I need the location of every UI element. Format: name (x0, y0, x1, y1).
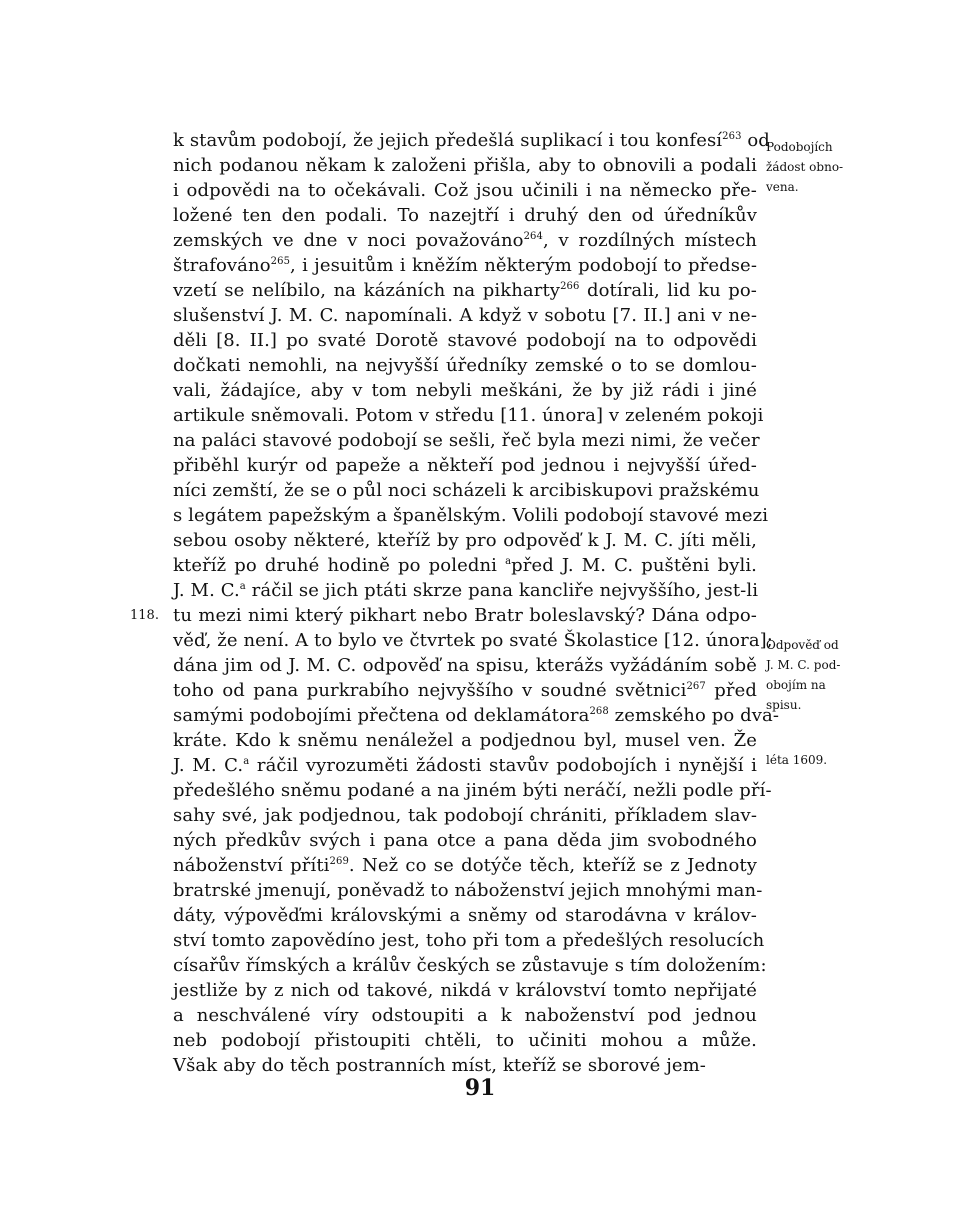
text-line (173, 978, 757, 1003)
text-segment: předešlého sněmu podané a na jiném býti neráčí, nežli podle pří- (173, 780, 772, 801)
text-segment: štrafováno (173, 255, 271, 276)
margin-note-line: léta 1609. (766, 753, 828, 767)
text-line (173, 253, 757, 278)
text-segment: děli [8. II.] po svaté Dorotě stavové podobojí na to odpovědi (173, 330, 757, 351)
text-segment: kráte. Kdo k sněmu nenáležel a podjednou byl, musel ven. Že (173, 730, 757, 751)
text-segment: slušenství J. M. C. napomínali. A když v sobotu [7. II.] ani v ne- (173, 305, 757, 326)
text-segment: ství tomto zapovědíno jest, toho při tom a předešlých resolucích (173, 930, 765, 951)
text-segment: J. M. C. (173, 755, 244, 776)
text-segment: náboženství příti (173, 855, 330, 876)
text-line (173, 603, 757, 628)
text-segment: kteříž po druhé hodině po poledni (173, 555, 506, 576)
footnote-ref: 264 (523, 231, 543, 242)
text-line (173, 728, 757, 753)
margin-note-line: žádost obno- (766, 160, 844, 174)
text-segment: J. M. C. (173, 580, 240, 601)
text-line (173, 878, 763, 903)
text-segment: sahy své, jak podjednou, tak podobojí chrániti, příkladem slav- (173, 805, 757, 826)
text-line (173, 178, 757, 203)
text-line (173, 278, 757, 303)
text-segment: , i jesuitům i kněžím některým podobojí to předse- (290, 255, 757, 276)
text-segment: dána jim od J. M. C. odpověď na spisu, kterážs vyžádáním sobě (173, 655, 757, 676)
footnote-ref: a (243, 756, 250, 767)
text-segment: zemského po dva- (608, 705, 780, 726)
text-segment: Však aby do těch postranních míst, kteříž se sborové jem- (173, 1055, 706, 1076)
text-line (173, 203, 757, 228)
text-line (173, 153, 757, 178)
margin-note-line: J. M. C. pod- (766, 658, 841, 672)
text-line (173, 528, 757, 553)
margin-note-line: Podobojích (766, 140, 833, 154)
footnote-ref: 269 (329, 856, 349, 867)
text-line (173, 803, 757, 828)
text-segment: ráčil vyrozuměti žádosti stavův podobojích i nynější i (249, 755, 758, 776)
text-line (173, 678, 757, 703)
margin-note-line: vena. (766, 180, 799, 194)
text-segment: dočkati nemohli, na nejvyšší úředníky zemské o to se domlou- (173, 355, 757, 376)
footnote-ref: a (239, 581, 246, 592)
text-line (173, 128, 770, 153)
text-line (173, 503, 769, 528)
margin-line-number: 118. (130, 608, 159, 623)
text-segment: vzetí se nelíbilo, na kázáních na pikharty (173, 280, 561, 301)
text-segment: od (741, 130, 770, 151)
text-line (173, 903, 757, 928)
text-line (173, 403, 764, 428)
text-segment: níci zemští, že se o půl noci scházeli k arcibiskupovi pražskému (173, 480, 760, 501)
text-segment: bratrské jmenují, poněvadž to náboženství jejich mnohými man- (173, 880, 763, 901)
text-segment: ráčil se jich ptáti skrze pana kancliře nejvyššího, jest-li (245, 580, 759, 601)
text-line (173, 303, 757, 328)
text-line (173, 703, 780, 728)
text-segment: přiběhl kurýr od papeže a někteří pod jednou i nejvyšší úřed- (173, 455, 757, 476)
margin-note-line: spisu. (766, 698, 802, 712)
footnote-ref: 263 (722, 131, 742, 142)
text-line (173, 1028, 757, 1053)
footnote-ref: 267 (686, 681, 706, 692)
text-segment: ných předkův svých i pana otce a pana děda jim svobodného (173, 830, 757, 851)
text-segment: věď, že není. A to bylo ve čtvrtek po svaté Školastice [12. února]; (173, 630, 773, 651)
text-segment: na paláci stavové podobojí se sešli, řeč byla mezi nimi, že večer (173, 430, 760, 451)
text-segment: sebou osoby některé, kteříž by pro odpověď k J. M. C. jíti měli, (173, 530, 757, 551)
margin-note-line: obojím na (766, 678, 826, 692)
margin-note-1 (766, 137, 843, 197)
text-segment: ložené ten den podali. To nazejtří i druhý den od úředníkův (173, 205, 757, 226)
text-segment: samými podobojími přečtena od deklamátora (173, 705, 590, 726)
text-segment: s legátem papežským a španělským. Volili podobojí stavové mezi (173, 505, 769, 526)
text-line (173, 853, 757, 878)
text-line (173, 228, 757, 253)
text-segment: dotírali, lid ku po- (579, 280, 757, 301)
text-line (173, 553, 757, 578)
text-segment: nich podanou někam k založeni přišla, aby to obnovili a podali (173, 155, 757, 176)
footnote-ref: 268 (589, 706, 609, 717)
text-segment: před (705, 680, 757, 701)
text-segment: i odpovědi na to očekávali. Což jsou učinili i na německo pře- (173, 180, 757, 201)
text-segment: před J. M. C. puštěni byli. (511, 555, 757, 576)
footnote-ref: 265 (270, 256, 291, 267)
text-segment: . Než co se dotýče těch, kteříž se z Jednoty (348, 855, 757, 876)
text-line (173, 1003, 757, 1028)
text-line (173, 628, 773, 653)
text-segment: zemských ve dne v noci považováno (173, 230, 524, 251)
text-segment: neb podobojí přistoupiti chtěli, to učiniti mohou a může. (173, 1030, 757, 1051)
text-segment: jestliže by z nich od takové, nikdá v království tomto nepřijaté (173, 980, 757, 1001)
text-line (173, 828, 757, 853)
text-line (173, 953, 767, 978)
page-number: 91 (464, 1075, 496, 1101)
text-line (173, 453, 757, 478)
text-segment: dáty, výpověďmi královskými a sněmy od starodávna v králov- (173, 905, 757, 926)
text-line (173, 478, 760, 503)
text-line (173, 928, 765, 953)
text-segment: tu mezi nimi který pikhart nebo Bratr boleslavský? Dána odpo- (173, 605, 757, 626)
text-line (173, 778, 772, 803)
text-segment: císařův římských a králův českých se zůstavuje s tím doložením: (173, 955, 767, 976)
footnote-ref: a (505, 556, 512, 567)
margin-note-2 (766, 635, 840, 715)
text-line (173, 328, 757, 353)
text-segment: artikule sněmovali. Potom v středu [11. února] v zeleném pokoji (173, 405, 764, 426)
main-text-column (173, 128, 780, 1078)
text-segment: vali, žádajíce, aby v tom nebyli meškáni, že by již rádi i jiné (173, 380, 757, 401)
text-segment: k stavům podobojí, že jejich předešlá suplikací i tou konfesí (173, 130, 723, 151)
text-line (173, 428, 760, 453)
text-line (173, 653, 757, 678)
footnote-ref: 266 (560, 281, 580, 292)
margin-note-line: Odpověď od (766, 638, 839, 652)
text-line (173, 578, 757, 603)
text-line (173, 753, 757, 778)
text-segment: a neschválené víry odstoupiti a k naboženství pod jednou (173, 1005, 757, 1026)
text-line (173, 353, 757, 378)
text-segment: , v rozdílných místech (542, 230, 757, 251)
text-line (173, 378, 757, 403)
margin-note-3 (766, 750, 827, 770)
text-segment: toho od pana purkrabího nejvyššího v soudné světnici (173, 680, 687, 701)
